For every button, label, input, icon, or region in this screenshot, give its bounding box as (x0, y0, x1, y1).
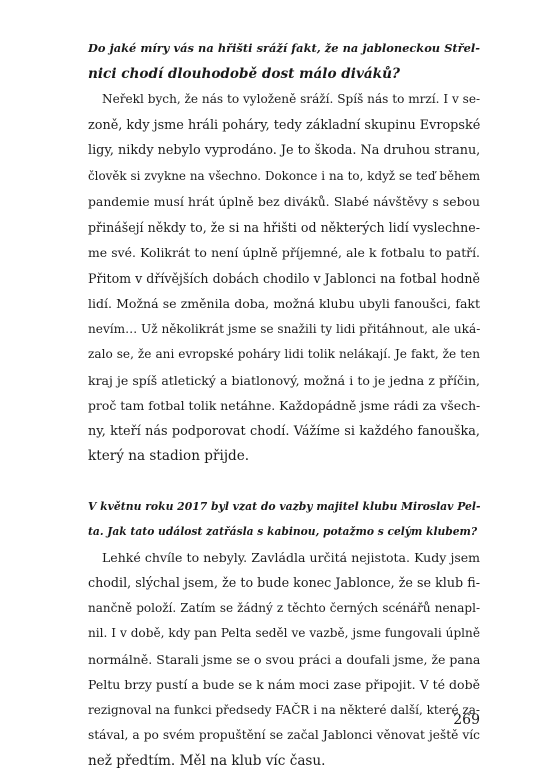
answer-2-line-7: rezignoval na funkci předsedy FAČR i na některé další, které za- (88, 698, 480, 724)
question-1-line-1: Do jaké míry vás na hřišti sráží fakt, že na jabloneckou Střel- (88, 36, 480, 62)
question-2-line-2: ta. Jak tato událost zatřásla s kabinou, potažmo s celým klubem? (88, 519, 480, 545)
section-gap (88, 470, 480, 494)
answer-2-line-2: chodil, slýchal jsem, že to bude konec Jablonce, že se klub fi- (88, 570, 480, 596)
answer-1-line-5: pandemie musí hrát úplně bez diváků. Slabé návštěvy s sebou (88, 189, 480, 215)
question-1-line-2: nici chodí dlouhodobě dost málo diváků? (88, 62, 480, 88)
answer-1-line-13: proč tam fotbal tolik netáhne. Každopádně jsme rádi za všech- (88, 393, 480, 419)
answer-1-line-1: Neřekl bych, že nás to vyloženě sráží. Spíš nás to mrzí. I v se- (88, 87, 480, 113)
answer-1-line-2: zoně, kdy jsme hráli poháry, tedy základní skupinu Evropské (88, 113, 480, 139)
answer-1-line-4: člověk si zvykne na všechno. Dokonce i na to, když se teď během (88, 164, 480, 190)
answer-2 (88, 545, 480, 774)
answer-1-line-12: kraj je spíš atletický a biatlonový, možná i to je jedna z příčin, (88, 368, 480, 394)
answer-1-line-8: Přitom v dřívějších dobách chodilo v Jablonci na fotbal hodně (88, 266, 480, 292)
answer-2-line-6: Peltu brzy pustí a bude se k nám moci zase připojit. V té době (88, 672, 480, 698)
question-1 (88, 36, 480, 87)
answer-2-line-9: než předtím. Měl na klub víc času. (88, 749, 480, 774)
page-number: 269 (453, 712, 480, 728)
answer-1-line-7: me své. Kolikrát to není úplně příjemné, ale k fotbalu to patří. (88, 240, 480, 266)
question-2-line-1: V květnu roku 2017 byl vzat do vazby majitel klubu Miroslav Pel- (88, 494, 480, 520)
answer-1-line-14: ny, kteří nás podporovat chodí. Vážíme si každého fanouška, (88, 419, 480, 445)
answer-2-line-3: nančně položí. Zatím se žádný z těchto černých scénářů nenapl- (88, 596, 480, 622)
answer-1-line-15: který na stadion přijde. (88, 444, 480, 470)
book-page (88, 36, 480, 774)
answer-2-line-8: stával, a po svém propuštění se začal Jablonci věnovat ještě víc (88, 723, 480, 749)
answer-1-line-3: ligy, nikdy nebylo vyprodáno. Je to škoda. Na druhou stranu, (88, 138, 480, 164)
answer-1-line-10: nevím… Už několikrát jsme se snažili ty lidi přitáhnout, ale uká- (88, 317, 480, 343)
answer-1-line-9: lidí. Možná se změnila doba, možná klubu ubyli fanoušci, fakt (88, 291, 480, 317)
answer-2-line-1: Lehké chvíle to nebyly. Zavládla určitá nejistota. Kudy jsem (88, 545, 480, 571)
answer-2-line-5: normálně. Starali jsme se o svou práci a doufali jsme, že pana (88, 647, 480, 673)
answer-1-line-11: zalo se, že ani evropské poháry lidi tolik nelákají. Je fakt, že ten (88, 342, 480, 368)
answer-1 (88, 87, 480, 470)
answer-1-line-6: přinášejí někdy to, že si na hřišti od některých lidí vyslechne- (88, 215, 480, 241)
answer-2-line-4: nil. I v době, kdy pan Pelta seděl ve vazbě, jsme fungovali úplně (88, 621, 480, 647)
question-2 (88, 494, 480, 545)
